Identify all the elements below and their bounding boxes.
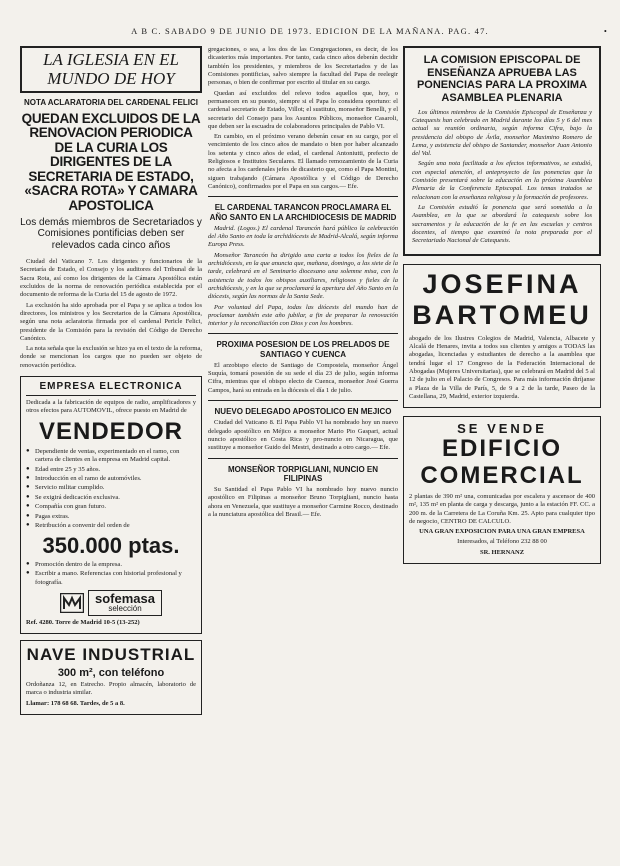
agency-name: sofemasa [95, 590, 155, 606]
list-item: ● Pagas extras. [26, 513, 196, 521]
ad-sale-extra: UNA GRAN EXPOSICION PARA UNA GRAN EMPRESA [419, 528, 585, 536]
ad-empresa-electronica [20, 376, 202, 634]
list-item: ● Retribución a convenir del orden de [26, 522, 196, 530]
article-paragraph: Según una nota facilitada a los efectos informativos, se estudió, con especial atención, el anteproyecto de las ponencias que la Comisión presentará sobre la educación en la próxima Asamblea Plenaria de la Conferencia Episcopal. Los temas tratados se relacionan con la enseñanza religiosa y la formación de profesores. [412, 160, 592, 201]
article-paragraph: La nota señala que la exclusión se hizo ya en el texto de la reforma, donde se mencionan los cargos que no pueden ser objeto de renovación periódica. [20, 345, 202, 369]
running-head-bullet: • [603, 26, 608, 36]
ad-nave-title: NAVE INDUSTRIAL [26, 645, 196, 665]
ad-josefina-bartomeu [403, 264, 601, 409]
ad-empresa-requirements [26, 448, 196, 531]
ad-empresa-extras [26, 561, 196, 587]
column-middle [208, 46, 398, 521]
article-paragraph: Ciudad del Vaticano 7. Los dirigentes y funcionarios de la Secretaría de Estado, el Consejo y los auditores del Tribunal de la Sacra Rota, así como los dirigentes de la Cámara Apostólica están excluidos de la norma de renovación periódica establecida por el documento de reforma de la Curia del 15 de agosto de 1972. [20, 258, 202, 299]
ad-empresa-intro: Dedicada a la fabricación de equipos de radio, amplificadores y otros efectos para AUTOMOVIL, ofrece puesto en Madrid de [26, 399, 196, 415]
article-paragraph: gregaciones, o sea, a los dos de las Congregaciones, es decir, de los dicasterios más importantes. Por tanto, cada cinco años deberán decidir también los presidentes, y miembros de los Secretariados y de las Comisiones pontificias, salvo siempre la facultad del Papa de reelegir personas, o bien de confirmar por escrito al titular en su cargo. [208, 46, 398, 87]
article-paragraph: Quedan así excluidos del relevo todos aquellos que, hoy, o permanecen en su puesto, siempre si el Papa lo considera oportuno: el cardenal secretario de Estado, Villot; el sustituto, monseñor Benelli, y el secretario del Consejo para los Asuntos Públicos, monseñor Casaroli, que deben ser la escuadra de colaboradores principales de Pablo VI. [208, 89, 398, 130]
article-paragraph: Su Santidad el Papa Pablo VI ha nombrado hoy nuevo nuncio apostólico en Filipinas a monseñor Bruno Torpigliani, nuncio hasta ahora en Venezuela, que sustituye a monseñor Carmine Rocco, destinado a la nunciatura apostólica del Brasil.— Efe. [208, 485, 398, 518]
ad-nave-size: 300 m², con teléfono [57, 667, 165, 680]
ad-sale-top: SE VENDE [457, 421, 547, 437]
divider [208, 400, 398, 401]
ad-bartomeu-name: JOSEFINA BARTOMEU [412, 268, 592, 330]
ad-bartomeu-text: abogado de los Ilustres Colegios de Madrid, Valencia, Albacete y Alcalá de Henares, invita a todos sus clientes y amigos a TODAS las abogadas, licenciadas y estudiantes de derecho a la asamblea que tendrá lugar el 17 Congreso de la Federación Internacional de Abogadas (Mujeres Universitarias), que se celebrará en Madrid del 5 al 12 de julio en el Palacio de Congresos. Para más información diríjanse a Plaza de la Villa de París, 5, de 9 a 2 de la tarde, Paseo de la Castellana, 29, Madrid, exterior izquierda. [409, 334, 595, 400]
ad-sale-contact: Interesados, al Teléfono 232 88 00 [457, 538, 547, 546]
column-left [20, 46, 202, 715]
ad-edificio-comercial [403, 416, 601, 564]
divider [208, 196, 398, 197]
page-running-head [8, 26, 612, 40]
divider [208, 333, 398, 334]
ad-empresa-salary: 350.000 ptas. [42, 532, 180, 558]
ad-empresa-title: EMPRESA ELECTRONICA [39, 381, 183, 393]
column-right [403, 46, 601, 564]
sofemasa-m-icon [60, 593, 84, 613]
headline-delegado: NUEVO DELEGADO APOSTOLICO EN MEJICO [214, 407, 392, 417]
ad-empresa-footer: Ref. 4280. Torre de Madrid 10-5 (13-252) [26, 618, 140, 626]
article-paragraph: El arzobispo electo de Santiago de Compostela, monseñor Ángel Suquía, tomará posesión de su sede el día 23 de julio, según informa Cifra, mientras que el obispo electo de Cuenca, monseñor José Guerra Campos, hará su entrada en la diócesis el día 1 de julio. [208, 361, 398, 394]
list-item: ● Introducción en el ramo de automóviles. [26, 475, 196, 483]
headline-deck: Los demás miembros de Secretariados y Comisiones pontificias deben ser relevados cada cinco años [20, 216, 202, 252]
article-paragraph: La exclusión ha sido aprobada por el Papa y se aplica a todos los directores, los ministros y los Secretarios de la Cámara Apostólica, según una nota aclaratoria firmada por el cardenal Pericle Felici, presidente de la Comisión para la revisión del Código de Derecho Canónico. [20, 301, 202, 342]
agency-sub: selección [108, 603, 142, 613]
article-paragraph: Ciudad del Vaticano 8. El Papa Pablo VI ha nombrado hoy un nuevo delegado apostólico en Méjico a monseñor Mario Pio Gaspari, actual nuncio apostólico en Costa Rica y pro-nuncio en Nicaragua, que sustituye a monseñor Guido del Mestri, destinado a otro cargo.— Efe. [208, 419, 398, 452]
ad-nave-industrial [20, 640, 202, 715]
ad-empresa-role: VENDEDOR [38, 417, 184, 445]
article-paragraph: Monseñor Tarancón ha dirigido una carta a todos los fieles de la archidiócesis, en la que anuncia que, mañana, domingo, a las siete de la tarde, celebrará en el Seminario diocesano una solemne misa, con la asistencia de todos los obispos auxiliares, religiosos y fieles de la archidiócesis, y en la que se proclamará la apertura del Año Santo en la diócesis, según las normas de la Santa Sede. [208, 251, 398, 301]
episcopal-headline: LA COMISION EPISCOPAL DE ENSEÑANZA APRUEBA LAS PONENCIAS PARA LA PROXIMA ASAMBLEA PLENARIA [416, 54, 588, 104]
article-paragraph: En cambio, en el próximo verano deberán cesar en su cargo, por el vencimiento de los cinco años de mandato o bien por haber alcanzado los setenta y cinco años de edad, el cardenal Antoniutti, prefecto de Religiosos e Institutos Seculares. El llamado remozamiento de la Curia no afecta a los cardenales jefes de dicasterio que, como el Papa Montini, siguen trabajando (Cámara Apostólica y el Código de Derecho Canónico), confirmados por el Papa en sus cargos.— Efe. [208, 133, 398, 190]
note-headline: NOTA ACLARATORIA DEL CARDENAL FELICI [24, 98, 198, 108]
main-headline: QUEDAN EXCLUIDOS DE LA RENOVACION PERIODICA DE LA CURIA LOS DIRIGENTES DE LA SECRETARIA DE ESTADO, «SACRA ROTA» Y CAMARA APOSTOLICA [21, 110, 201, 214]
headline-posesion: PROXIMA POSESION DE LOS PRELADOS DE SANTIAGO Y CUENCA [216, 340, 390, 359]
list-item: ● Servicio militar cumplido. [26, 484, 196, 492]
headline-nuncio: MONSEÑOR TORPIGLIANI, NUNCIO EN FILIPINAS [227, 464, 379, 483]
running-head-text: A B C. SABADO 9 DE JUNIO DE 1973. EDICION DE LA MAÑANA. PAG. 47. [131, 26, 489, 36]
article-paragraph: Los últimos miembros de la Comisión Episcopal de Enseñanza y Catequesis han celebrado en Madrid durante los días 5 y 6 del mes actual su reunión ordinaria, según informa Cifra, bajo la presidencia del obispo de Ávila, monseñor Maximino Romero de Lema, y asistencia del obispo de Santander, monseñor Juan Antonio del Val. [412, 108, 592, 158]
section-banner: LA IGLESIA EN EL MUNDO DE HOY [20, 46, 202, 93]
article-paragraph: La Comisión estudió la ponencia que será sometida a la Asamblea, en la que se abordará la catequesis sobre los sacramentos y la educación de la fe en las escuelas y centros docentes, al tiempo que examinó la nota preparada por el Secretariado Nacional de Catequesis. [412, 204, 592, 245]
divider [208, 458, 398, 459]
ad-sale-text: 2 plantas de 390 m² una, comunicadas por escalera y ascensor de 400 m², 135 m² en planta de carga y descarga, junto a la estación FF. CC. a 200 m. de la Carretera de La Coruña Km. 25. Apto para cualquier tipo de negocio, CENTRO DE CALCULO. [409, 492, 595, 525]
agency-logo [26, 590, 196, 616]
list-item: ● Promoción dentro de la empresa. [26, 561, 196, 569]
article-paragraph: Madrid. (Logos.) El cardenal Tarancón hará público la celebración del Año Santo en toda la archidiócesis de Madrid-Alcalá, según informa Europa Press. [208, 224, 398, 249]
episcopal-commission-box [403, 46, 601, 256]
ad-sale-name: SR. HERNANZ [479, 548, 525, 556]
list-item: ● Edad entre 25 y 35 años. [26, 466, 196, 474]
list-item: ● Dependiente de ventas, experimentado en el ramo, con cartera de clientes en la empresa en Madrid capital. [26, 448, 196, 465]
headline-tarancon: EL CARDENAL TARANCON PROCLAMARA EL AÑO SANTO EN LA ARCHIDIOCESIS DE MADRID [209, 203, 397, 222]
ad-nave-desc: Ordoñanza 12, en Estrecho. Propio almacén, laboratorio de marca o industria similar. [26, 681, 196, 697]
ad-nave-contact: Llamar: 178 68 68. Tardes, de 5 a 8. [26, 699, 125, 707]
article-paragraph: Por voluntad del Papa, todas las diócesis del mundo han de proclamar también este año jubilar, a fin de preparar la renovación interior y la reconciliación con Dios y con los hombres. [208, 303, 398, 328]
list-item: ● Se exigirá dedicación exclusiva. [26, 494, 196, 502]
ad-sale-title: EDIFICIO COMERCIAL [420, 435, 584, 490]
agency-name-box [88, 590, 162, 616]
list-item: ● Escribir a mano. Referencias con historial profesional y fotografía. [26, 570, 196, 587]
divider [26, 395, 196, 396]
list-item: ● Compañía con gran futuro. [26, 503, 196, 511]
